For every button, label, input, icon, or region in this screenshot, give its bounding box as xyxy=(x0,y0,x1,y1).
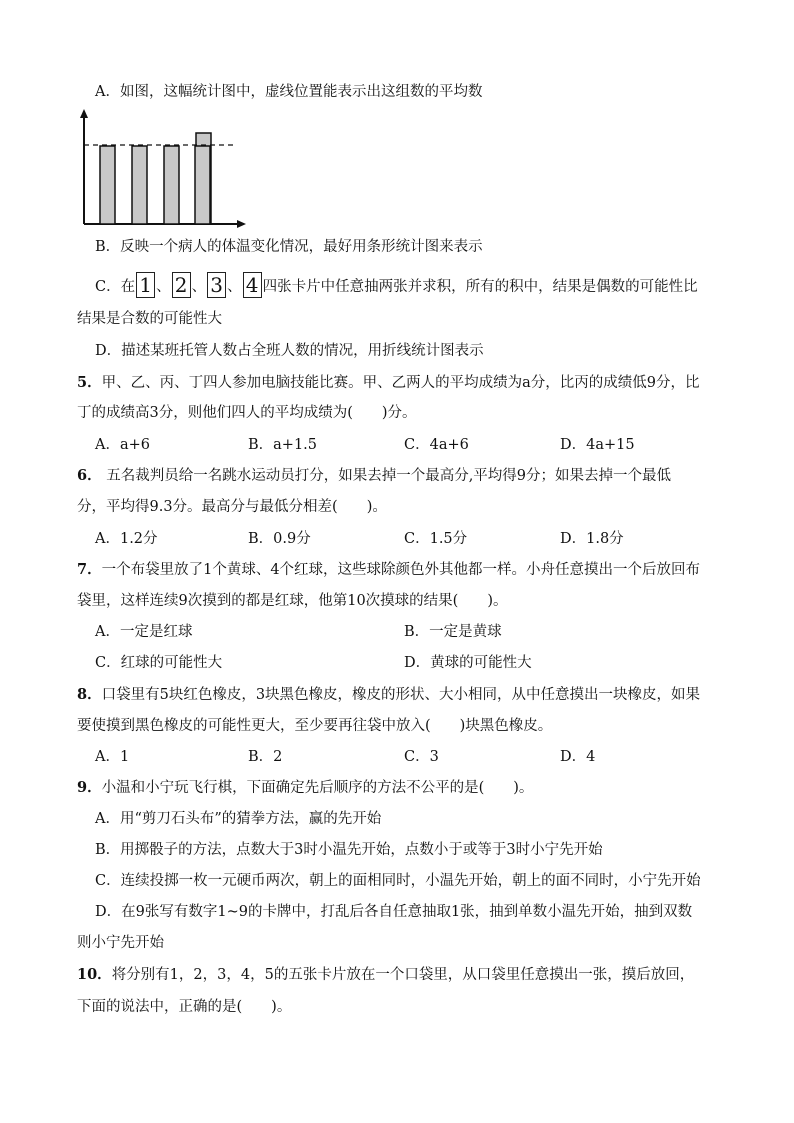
q9-option-d-line2: 则小宁先开始 xyxy=(77,935,164,951)
q7-number: 7． xyxy=(77,561,102,578)
q4-option-c-suffix: 四张卡片中任意抽两张并求积，所有的积中，结果是偶数的可能性比 xyxy=(262,279,698,295)
card-2: 2 xyxy=(172,272,191,298)
card-separator: 、 xyxy=(156,279,171,295)
q10-stem xyxy=(77,965,694,985)
q7-stem xyxy=(77,560,700,580)
bar-chart-with-dashed-line-icon xyxy=(70,108,250,230)
q7-text: 一个布袋里放了1个黄球、4个红球，这些球除颜色外其他都一样。小舟任意摸出一个后放回布 xyxy=(101,562,701,578)
q5-stem xyxy=(77,373,699,393)
q6-stem xyxy=(77,466,671,486)
q8-option-b[interactable]: B．2 xyxy=(248,749,283,765)
card-separator: 、 xyxy=(227,279,242,295)
bar-2 xyxy=(132,146,147,224)
q10-stem-line2: 下面的说法中，正确的是( )。 xyxy=(77,999,292,1015)
q6-option-d[interactable]: D．1.8分 xyxy=(560,531,624,547)
q7-option-b[interactable]: B．一定是黄球 xyxy=(404,624,502,640)
q7-option-a[interactable]: A．一定是红球 xyxy=(95,624,193,640)
card-3: 3 xyxy=(207,272,226,298)
q8-option-c[interactable]: C．3 xyxy=(404,749,439,765)
q9-option-a[interactable]: A．用“剪刀石头布”的猜拳方法，赢的先开始 xyxy=(95,811,382,827)
q4-option-b: B．反映一个病人的体温变化情况，最好用条形统计图来表示 xyxy=(95,239,483,255)
q10-number: 10． xyxy=(77,966,112,983)
q4-option-d: D．描述某班托管人数占全班人数的情况，用折线统计图表示 xyxy=(95,343,484,359)
q8-number: 8． xyxy=(77,686,102,703)
q6-option-b[interactable]: B．0.9分 xyxy=(248,531,311,547)
q5-option-d[interactable]: D．4a+15 xyxy=(560,437,635,453)
q8-stem-line2: 要使摸到黑色橡皮的可能性更大，至少要再往袋中放入( )块黑色橡皮。 xyxy=(77,718,553,734)
q8-text: 口袋里有5块红色橡皮，3块黑色橡皮，橡皮的形状、大小相同，从中任意摸出一块橡皮，如果 xyxy=(101,687,701,703)
q7-option-d[interactable]: D．黄球的可能性大 xyxy=(404,655,532,671)
q9-number: 9． xyxy=(77,779,102,796)
q5-stem-line2: 丁的成绩高3分，则他们四人的平均成绩为( )分。 xyxy=(77,405,417,421)
q9-option-d[interactable]: D．在9张写有数字1~9的卡牌中，打乱后各自任意抽取1张，抽到单数小温先开始，抽到双数 xyxy=(95,904,693,920)
q8-stem xyxy=(77,685,700,705)
q5-option-a[interactable]: A．a+6 xyxy=(95,437,150,453)
q7-stem-line2: 袋里，这样连续9次摸到的都是红球，他第10次摸球的结果( )。 xyxy=(77,593,508,609)
q5-text: 甲、乙、丙、丁四人参加电脑技能比赛。甲、乙两人的平均成绩为a分，比丙的成绩低9分，比 xyxy=(101,375,700,391)
q8-option-d[interactable]: D．4 xyxy=(560,749,596,765)
card-separator: 、 xyxy=(191,279,207,295)
q4-option-a: A．如图，这幅统计图中，虚线位置能表示出这组数的平均数 xyxy=(95,84,483,100)
q9-option-b[interactable]: B．用掷骰子的方法，点数大于3时小温先开始，点数小于或等于3时小宁先开始 xyxy=(95,842,603,858)
q4-option-c xyxy=(95,274,698,300)
q6-number: 6． xyxy=(77,467,102,484)
q9-text: 小温和小宁玩飞行棋，下面确定先后顺序的方法不公平的是( )。 xyxy=(101,780,534,796)
q6-stem-line2: 分，平均得9.3分。最高分与最低分相差( )。 xyxy=(77,499,387,515)
q10-text: 将分别有1，2，3，4，5的五张卡片放在一个口袋里，从口袋里任意摸出一张，摸后放回， xyxy=(111,967,695,983)
q5-option-b[interactable]: B．a+1.5 xyxy=(248,437,318,453)
q8-option-a[interactable]: A．1 xyxy=(95,749,130,765)
bar-5 xyxy=(195,146,210,224)
q6-option-a[interactable]: A．1.2分 xyxy=(95,531,158,547)
q4-option-c-line2: 结果是合数的可能性大 xyxy=(77,311,222,327)
q6-option-c[interactable]: C．1.5分 xyxy=(404,531,468,547)
q7-option-c[interactable]: C．红球的可能性大 xyxy=(95,655,223,671)
card-4: 4 xyxy=(243,272,262,298)
q4-option-c-prefix: C．在 xyxy=(95,279,136,295)
q5-number: 5． xyxy=(77,374,102,391)
q6-text: 五名裁判员给一名跳水运动员打分，如果去掉一个最高分,平均得9分；如果去掉一个最低 xyxy=(101,468,672,484)
q9-stem xyxy=(77,778,533,798)
card-1: 1 xyxy=(136,272,155,298)
bar-3 xyxy=(164,146,179,224)
q5-option-c[interactable]: C．4a+6 xyxy=(404,437,469,453)
q9-option-c[interactable]: C．连续投掷一枚一元硬币两次，朝上的面相同时，小温先开始，朝上的面不同时，小宁先开始 xyxy=(95,873,701,889)
bar-1 xyxy=(100,146,115,224)
